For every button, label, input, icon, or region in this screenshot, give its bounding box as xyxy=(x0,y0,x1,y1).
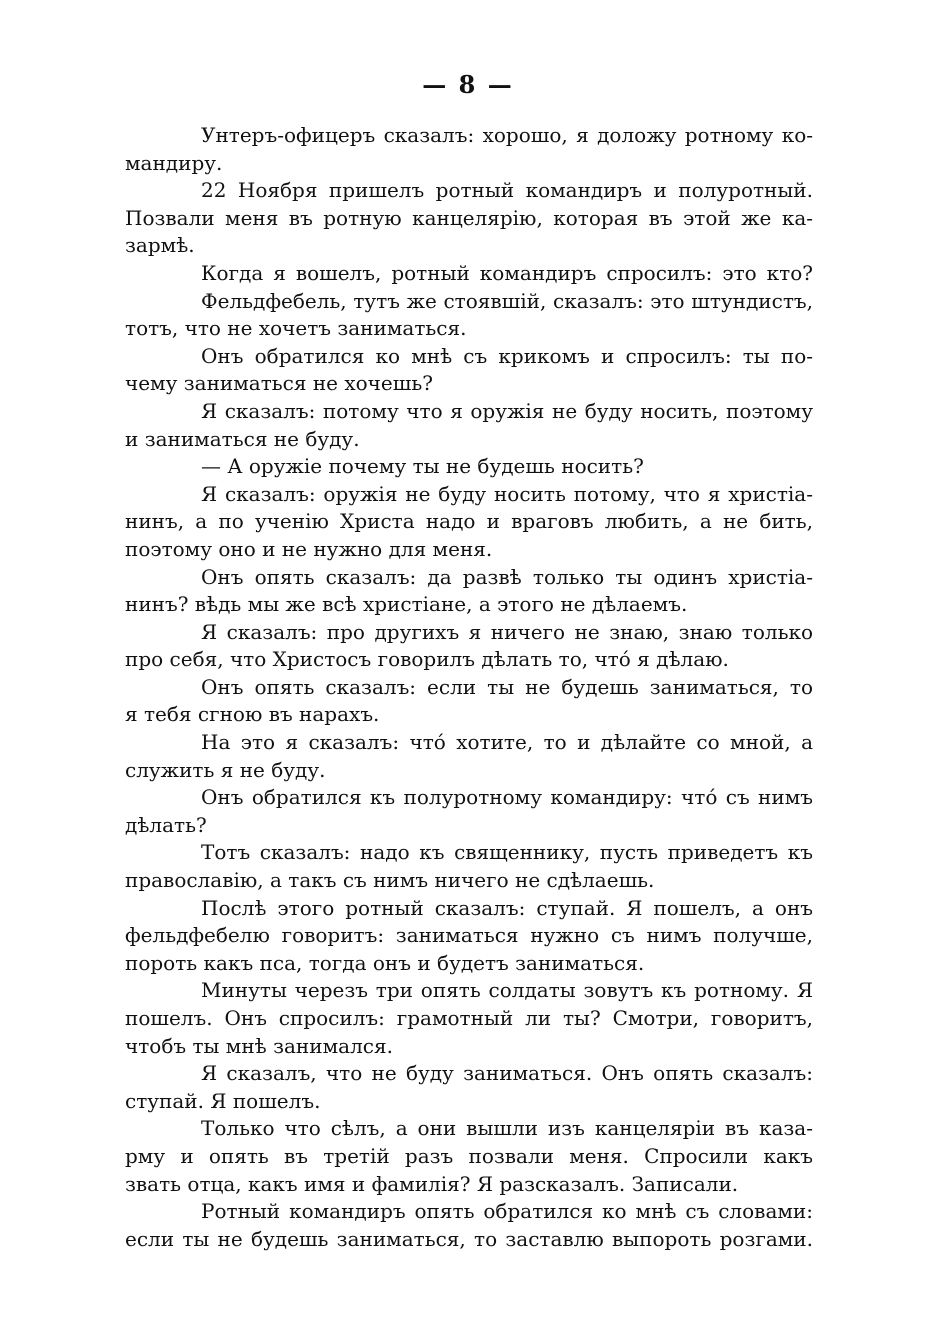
text-line: Фельдфебель, тутъ же стоявшій, сказалъ: это штундистъ, xyxy=(201,288,813,313)
text-line: На это я сказалъ: что́ хотите, то и дѣлайте со мной, а xyxy=(201,730,813,755)
text-line: Я сказалъ: оружія не буду носить потому, что я христіа- xyxy=(201,481,813,506)
text-line: Послѣ этого ротный сказалъ: ступай. Я пошелъ, а онъ xyxy=(201,895,813,920)
text-line: Я сказалъ: про другихъ я ничего не знаю, знаю только xyxy=(201,619,813,644)
text-line: Только что сѣлъ, а они вышли изъ канцеляріи въ каза- xyxy=(201,1116,813,1141)
text-line: нинъ, а по ученію Христа надо и враговъ любить, а не бить, xyxy=(125,509,813,534)
text-line: пороть какъ пса, тогда онъ и будетъ заниматься. xyxy=(125,950,645,975)
text-line: Позвали меня въ ротную канцелярію, которая въ этой же ка- xyxy=(125,205,813,230)
text-line: рму и опять въ третій разъ позвали меня. Спросили какъ xyxy=(125,1143,813,1168)
text-line: Унтеръ-офицеръ сказалъ: хорошо, я доложу ротному ко- xyxy=(201,123,813,147)
text-line: Онъ опять сказалъ: если ты не будешь заниматься, то xyxy=(201,674,813,699)
text-line: Онъ обратился ко мнѣ съ крикомъ и спросилъ: ты по- xyxy=(201,343,813,368)
text-line: мандиру. xyxy=(125,150,223,175)
text-line: и заниматься не буду. xyxy=(125,426,360,451)
text-line: Онъ опять сказалъ: да развѣ только ты одинъ христіа- xyxy=(201,564,813,589)
text-line: чтобъ ты мнѣ занимался. xyxy=(125,1033,393,1058)
text-line: православію, а такъ съ нимъ ничего не сдѣлаешь. xyxy=(125,868,655,893)
text-line: звать отца, какъ имя и фамилія? Я разсказалъ. Записали. xyxy=(125,1171,739,1196)
text-line: Онъ обратился къ полуротному командиру: что́ съ нимъ xyxy=(201,785,813,810)
text-line: фельдфебелю говоритъ: заниматься нужно съ нимъ получше, xyxy=(125,923,813,948)
text-line: я тебя сгною въ нарахъ. xyxy=(125,702,380,727)
text-line: Когда я вошелъ, ротный командиръ спросилъ: это кто? xyxy=(201,260,813,285)
text-line: нинъ? вѣдь мы же всѣ христіане, а этого не дѣлаемъ. xyxy=(125,592,688,617)
text-line: Ротный командиръ опять обратился ко мнѣ съ словами: xyxy=(201,1199,813,1224)
text-line: служить я не буду. xyxy=(125,757,326,782)
text-line: зармѣ. xyxy=(125,233,195,258)
text-line: ступай. Я пошелъ. xyxy=(125,1088,321,1113)
text-line: тотъ, что не хочетъ заниматься. xyxy=(125,316,467,341)
text-line: дѣлать? xyxy=(125,812,207,837)
text-line: Я сказалъ: потому что я оружія не буду носить, поэтому xyxy=(201,398,813,423)
text-line: Минуты черезъ три опять солдаты зовутъ къ ротному. Я xyxy=(201,978,813,1003)
text-line: поэтому оно и не нужно для меня. xyxy=(125,536,493,561)
text-line: про себя, что Христосъ говорилъ дѣлать то, что́ я дѣлаю. xyxy=(125,647,729,672)
text-line: Я сказалъ, что не буду заниматься. Онъ опять сказалъ: xyxy=(201,1061,813,1086)
text-line: если ты не будешь заниматься, то заставлю выпороть розгами. xyxy=(125,1226,813,1251)
text-line: чему заниматься не хочешь? xyxy=(125,371,433,396)
text-line: Тотъ сказалъ: надо къ священнику, пусть приведетъ къ xyxy=(201,840,813,865)
body-text xyxy=(125,122,813,1253)
text-line: — А оружіе почему ты не будешь носить? xyxy=(201,454,644,479)
text-line: 22 Ноября пришелъ ротный командиръ и полуротный. xyxy=(201,178,813,203)
page-number: — 8 — xyxy=(422,70,514,99)
text-line: пошелъ. Онъ спросилъ: грамотный ли ты? Смотри, говоритъ, xyxy=(125,1006,813,1030)
